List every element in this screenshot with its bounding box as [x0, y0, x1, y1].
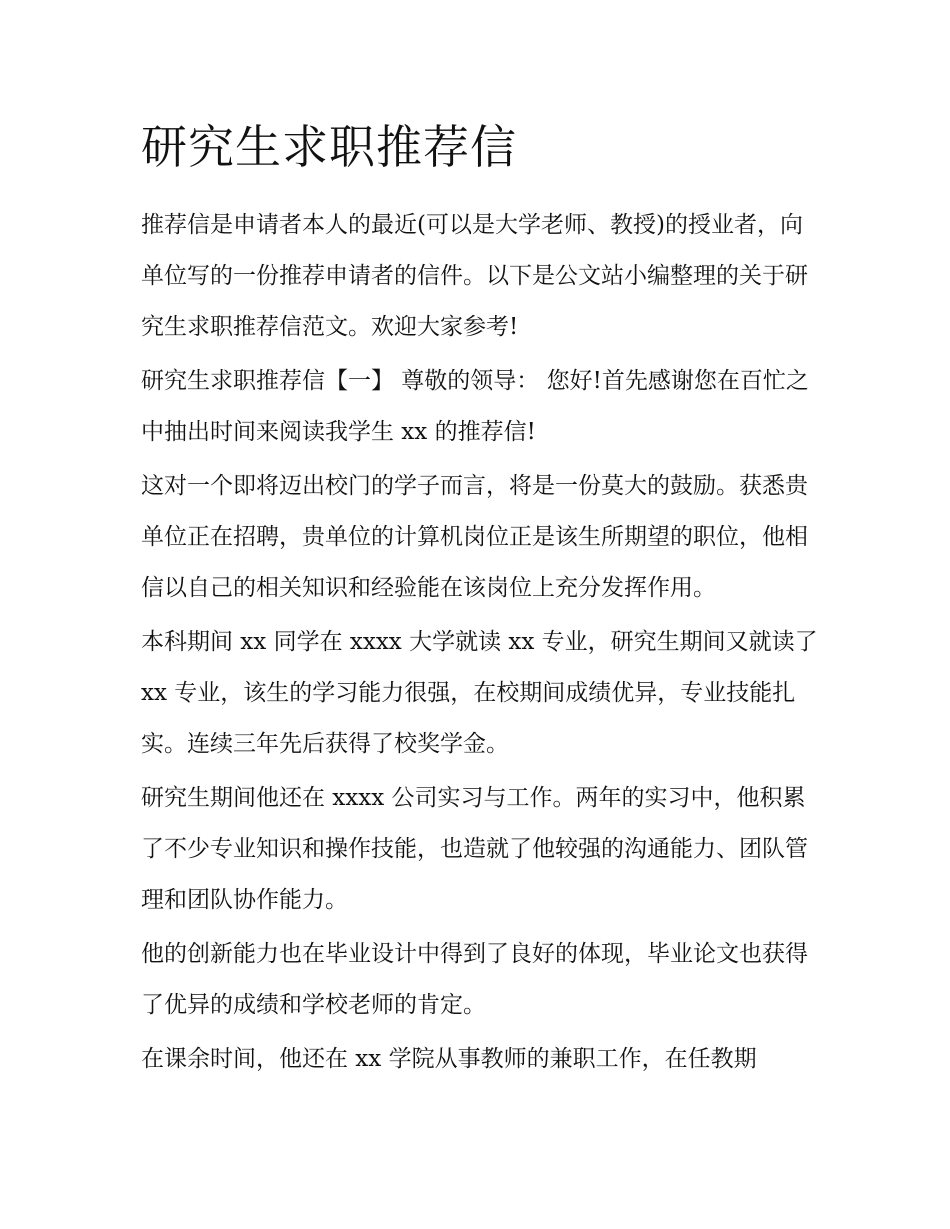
paragraph-innovation: 他的创新能力也在毕业设计中得到了良好的体现，毕业论文也获得了优异的成绩和学校老师的肯定。	[141, 941, 808, 1018]
paragraph-internship: 研究生期间他还在 xxxx 公司实习与工作。两年的实习中，他积累了不少专业知识和操作技能，也造就了他较强的沟通能力、团队管理和团队协作能力。	[141, 785, 808, 913]
document-title: 研究生求职推荐信	[141, 120, 517, 174]
paragraph-greeting: 研究生求职推荐信【一】 尊敬的领导： 您好!首先感谢您在百忙之中抽出时间来阅读我学生 xx 的推荐信!	[141, 368, 809, 445]
paragraph-part-time: 在课余时间，他还在 xx 学院从事教师的兼职工作，在任教期	[141, 1046, 757, 1072]
document-body	[141, 116, 821, 1088]
paragraph-encouragement: 这对一个即将迈出校门的学子而言，将是一份莫大的鼓励。获悉贵单位正在招聘，贵单位的计算机岗位正是该生所期望的职位，他相信以自己的相关知识和经验能在该岗位上充分发挥作用。	[141, 473, 808, 601]
paragraph-intro: 推荐信是申请者本人的最近(可以是大学老师、教授)的授业者，向单位写的一份推荐申请者的信件。以下是公文站小编整理的关于研究生求职推荐信范文。欢迎大家参考!	[141, 212, 808, 340]
paragraph-education: 本科期间 xx 同学在 xxxx 大学就读 xx 专业，研究生期间又就读了 xx 专业，该生的学习能力很强，在校期间成绩优异，专业技能扎实。连续三年先后获得了校奖学金。	[141, 629, 818, 757]
